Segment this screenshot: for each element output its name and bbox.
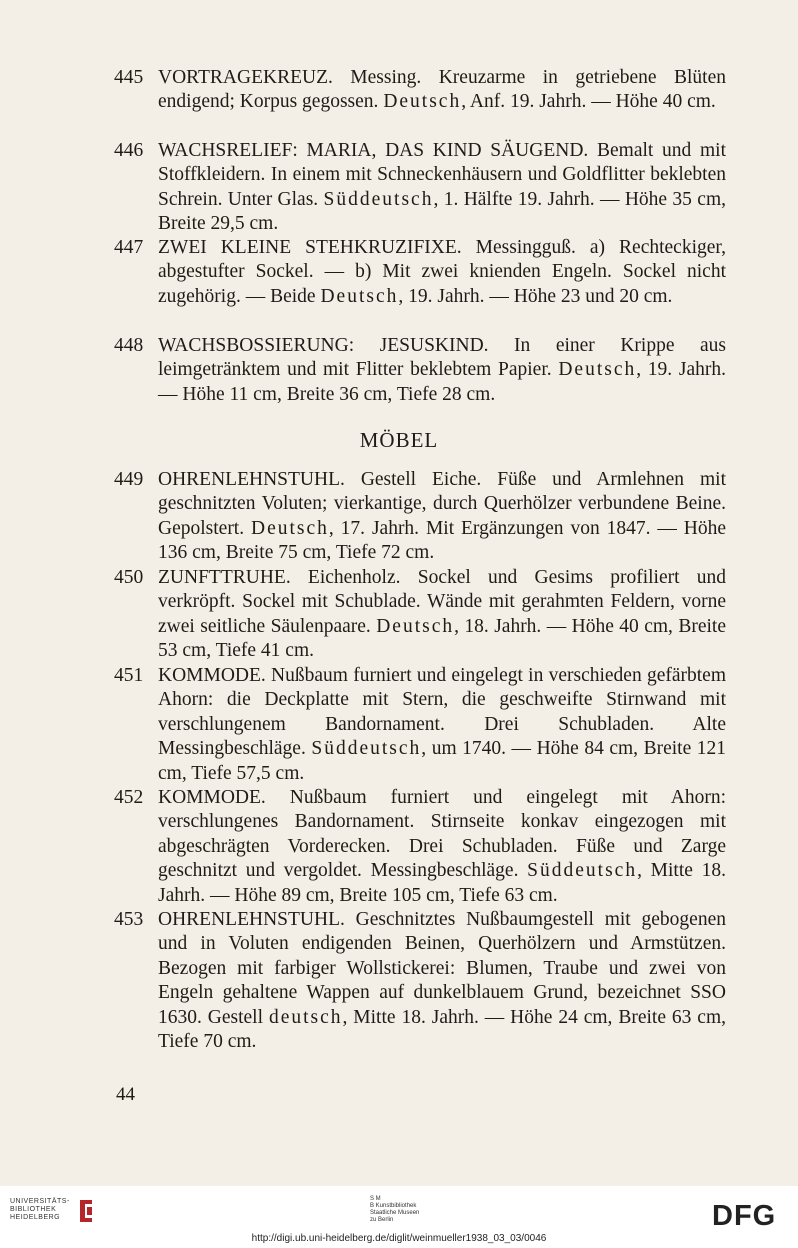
entry-origin: Deutsch <box>376 615 455 637</box>
entry-description <box>158 566 726 664</box>
entry-number: 445 <box>114 67 144 88</box>
entry-text: WACHSRELIEF: MARIA, DAS KIND SÄUGEND. Bemalt und mit Stoffkleidern. In einem mit Schneckenhäusern und Goldflitter beklebten Schrein. Unter Glas. <box>158 140 726 210</box>
entry-origin: Deutsch <box>383 91 462 113</box>
sm-line: B Kunstbibliothek <box>370 1203 417 1209</box>
catalog-entry-448 <box>114 334 726 407</box>
entry-number: 448 <box>114 335 144 356</box>
heidelberg-logo-icon <box>76 1198 96 1224</box>
entry-origin: Deutsch <box>320 285 399 307</box>
entry-description <box>158 139 726 237</box>
smb-library-label <box>370 1196 419 1224</box>
page-number: 44 <box>116 1084 135 1105</box>
entry-number: 446 <box>114 140 144 161</box>
entry-description <box>158 334 726 407</box>
entry-description <box>158 66 726 115</box>
entry-text: OHRENLEHNSTUHL. Gestell Eiche. Füße und Armlehnen mit geschnitzten Voluten; vierkantige, durch Querhölzer verbundene Beine. Gepolstert. <box>158 469 726 539</box>
entry-text: WACHSBOSSIERUNG: JESUSKIND. In einer Krippe aus leimgetränktem und mit Flitter beklebtem Papier. <box>158 335 726 381</box>
entry-number: 450 <box>114 567 144 588</box>
entry-number: 452 <box>114 787 144 808</box>
entry-number: 453 <box>114 909 144 930</box>
entry-text: , um 1740. — Höhe 84 cm, Breite 121 cm, Tiefe 57,5 cm. <box>158 738 727 784</box>
catalog-entry-450 <box>114 566 726 664</box>
section-heading: MÖBEL <box>359 428 439 452</box>
entry-origin: Süddeutsch <box>311 738 422 760</box>
uni-line: UNIVERSITÄTS- <box>10 1198 70 1205</box>
catalog-entry-449 <box>114 468 726 566</box>
dfg-logo: DFG <box>712 1200 777 1232</box>
entry-description <box>158 664 726 786</box>
entry-origin: Deutsch <box>251 517 329 539</box>
entry-description <box>158 786 726 908</box>
entry-number: 447 <box>114 237 144 258</box>
entry-origin: deutsch <box>268 1006 343 1028</box>
sm-line: S M <box>370 1196 381 1202</box>
entry-text: , 18. Jahrh. — Höhe 40 cm, Breite 53 cm, Tiefe 41 cm. <box>158 615 726 662</box>
entry-text: , Mitte 18. Jahrh. — Höhe 24 cm, Breite 63 cm, Tiefe 70 cm. <box>158 1006 727 1053</box>
uni-line: BIBLIOTHEK <box>10 1206 57 1213</box>
sm-line: zu Berlin <box>370 1217 394 1223</box>
catalog-entry-446 <box>114 139 726 237</box>
entry-origin: Deutsch <box>558 359 637 381</box>
entry-description <box>158 468 726 566</box>
entry-text: , 19. Jahrh. — Höhe 23 und 20 cm. <box>398 285 673 307</box>
sm-line: Staatliche Museen <box>370 1210 420 1216</box>
entry-text: KOMMODE. Nußbaum furniert und eingelegt mit Ahorn: verschlungenes Bandornament. Stirnseite konkav eingezogen mit abgeschrägten Vorderecken. Drei Schubladen. Füße und Zarge geschnitzt und vergoldet. Messingbeschläge. <box>158 787 726 882</box>
entry-text: , Anf. 19. Jahrh. — Höhe 40 cm. <box>461 91 716 113</box>
entry-description <box>158 908 726 1054</box>
catalog-entry-451 <box>114 664 726 786</box>
catalog-entry-447 <box>114 236 726 309</box>
university-library-label <box>10 1198 70 1222</box>
catalog-entry-452 <box>114 786 726 908</box>
entry-origin: Süddeutsch <box>527 860 638 882</box>
uni-line: HEIDELBERG <box>10 1214 61 1221</box>
entry-description <box>158 236 726 309</box>
entry-text: , Mitte 18. Jahrh. — Höhe 89 cm, Breite 105 cm, Tiefe 63 cm. <box>158 860 726 906</box>
entry-text: , 17. Jahrh. Mit Ergänzungen von 1847. — Höhe 136 cm, Breite 75 cm, Tiefe 72 cm. <box>158 517 726 564</box>
catalog-entry-445 <box>114 66 726 115</box>
entry-text: KOMMODE. Nußbaum furniert und eingelegt in verschieden gefärbtem Ahorn: die Deckplatte mit Stern, die geschweifte Stirnwand mit verschlungenem Bandornament. Drei Schubladen. Alte Messingbeschläge. <box>158 665 726 760</box>
entry-number: 451 <box>114 665 144 686</box>
entry-origin: Süddeutsch <box>323 188 434 210</box>
catalog-entry-453 <box>114 908 726 1054</box>
entry-text: , 1. Hälfte 19. Jahrh. — Höhe 35 cm, Breite 29,5 cm. <box>158 188 726 235</box>
entry-text: VORTRAGEKREUZ. Messing. Kreuzarme in getriebene Blüten endigend; Korpus gegossen. <box>158 67 726 113</box>
entry-text: OHRENLEHNSTUHL. Geschnitztes Nußbaumgestell mit gebogenen und in Voluten endigenden Beinen, Querhölzern und Armstützen. Bezogen mit farbiger Wollstickerei: Blumen, Traube und zwei von Engeln gehaltene Wappen auf dunkelblauem Grund, bezeichnet SSO 1630. Gestell <box>158 909 726 1028</box>
digitization-footer <box>0 1186 798 1248</box>
source-url-link[interactable]: http://digi.ub.uni-heidelberg.de/diglit/weinmueller1938_03_03/0046 <box>251 1233 547 1244</box>
entry-text: ZUNFTTRUHE. Eichenholz. Sockel und Gesims profiliert und verkröpft. Sockel mit Schublade. Wände mit gerahmten Feldern, vorne zwei seitliche Säulenpaare. <box>158 567 726 637</box>
entry-number: 449 <box>114 469 144 490</box>
entry-text: ZWEI KLEINE STEHKRUZIFIXE. Messingguß. a) Rechteckiger, abgestufter Sockel. — b) Mit zwei knienden Engeln. Sockel nicht zugehörig. — Beide <box>158 237 726 307</box>
entry-text: , 19. Jahrh. — Höhe 11 cm, Breite 36 cm, Tiefe 28 cm. <box>158 359 726 405</box>
